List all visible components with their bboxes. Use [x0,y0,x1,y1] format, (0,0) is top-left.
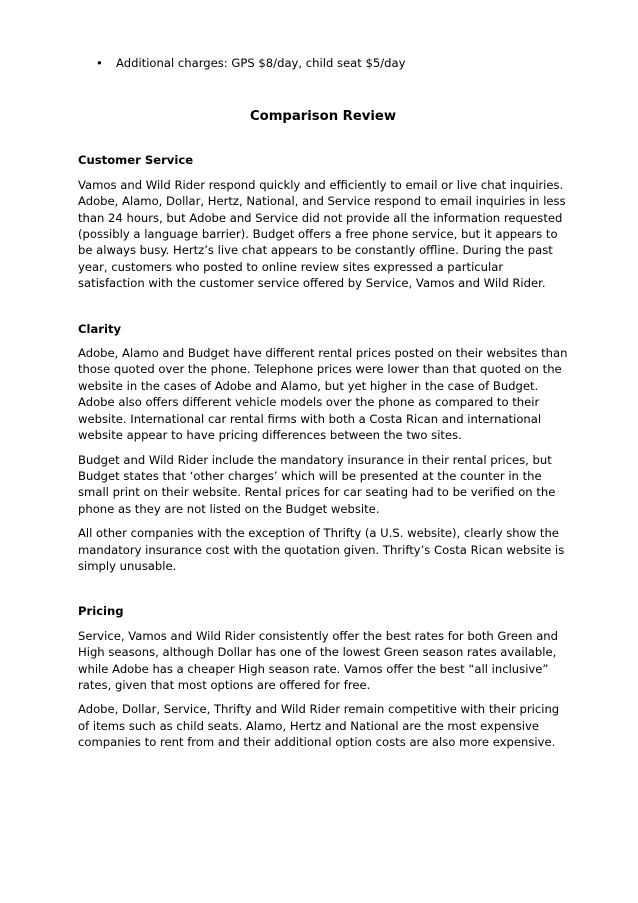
paragraph: All other companies with the exception of Thrifty (a U.S. website), clearly show the mandatory insurance cost with the quotation given. Thrifty’s Costa Rican website is simply unusable. [78,526,565,573]
paragraph: Service, Vamos and Wild Rider consistently offer the best rates for both Green and High seasons, although Dollar has one of the lowest Green season rates available, while Adobe has a cheaper High season rate. Vamos offer the best “all inclusive” rates, given that most options are offered for free. [78,628,559,692]
paragraph: Vamos and Wild Rider respond quickly and efficiently to email or live chat inquiries. Adobe, Alamo, Dollar, Hertz, National, and Service respond to email inquiries in less than 24 hours, but Adobe and Service did not provide all the information requested (possibly a language barrier). Budget offers a free phone service, but it appears to be always busy. Hertz’s live chat appears to be constantly offline. During the past year, customers who posted to online review sites expressed a particular satisfaction with the customer service offered by Service, Vamos and Wild Rider. [78,177,566,291]
section-clarity [78,321,568,575]
section-heading-clarity: Clarity [78,321,122,336]
paragraph: Adobe, Alamo and Budget have different rental prices posted on their websites than those quoted over the phone. Telephone prices were lower than that quoted on the website in the cases of Adobe and Alamo, but yet higher in the case of Budget. Adobe also offers different vehicle models over the phone as compared to their website. International car rental firms with both a Costa Rican and international website appear to have pricing differences between the two sites. [78,346,568,443]
bullet-text: Additional charges: GPS $8/day, child seat $5/day [116,56,406,70]
section-heading-pricing: Pricing [78,604,124,619]
paragraph: Adobe, Dollar, Service, Thrifty and Wild Rider remain competitive with their pricing of items such as child seats. Alamo, Hertz and National are the most expensive companies to rent from and their additional option costs are also more expensive. [78,702,560,750]
paragraph: Budget and Wild Rider include the mandatory insurance in their rental prices, but Budget states that ‘other charges’ which will be presented at the counter in the small print on their website. Rental prices for car seating had to be verified on the phone as they are not listed on the Budget website. [78,452,556,516]
section-pricing [78,603,568,750]
section-customer-service [78,152,568,291]
bullet-icon: • [96,56,103,70]
document-page [78,55,568,759]
section-heading-customer-service: Customer Service [78,153,194,168]
page-title: Comparison Review [249,109,397,125]
bullet-item-additional-charges [78,55,568,71]
